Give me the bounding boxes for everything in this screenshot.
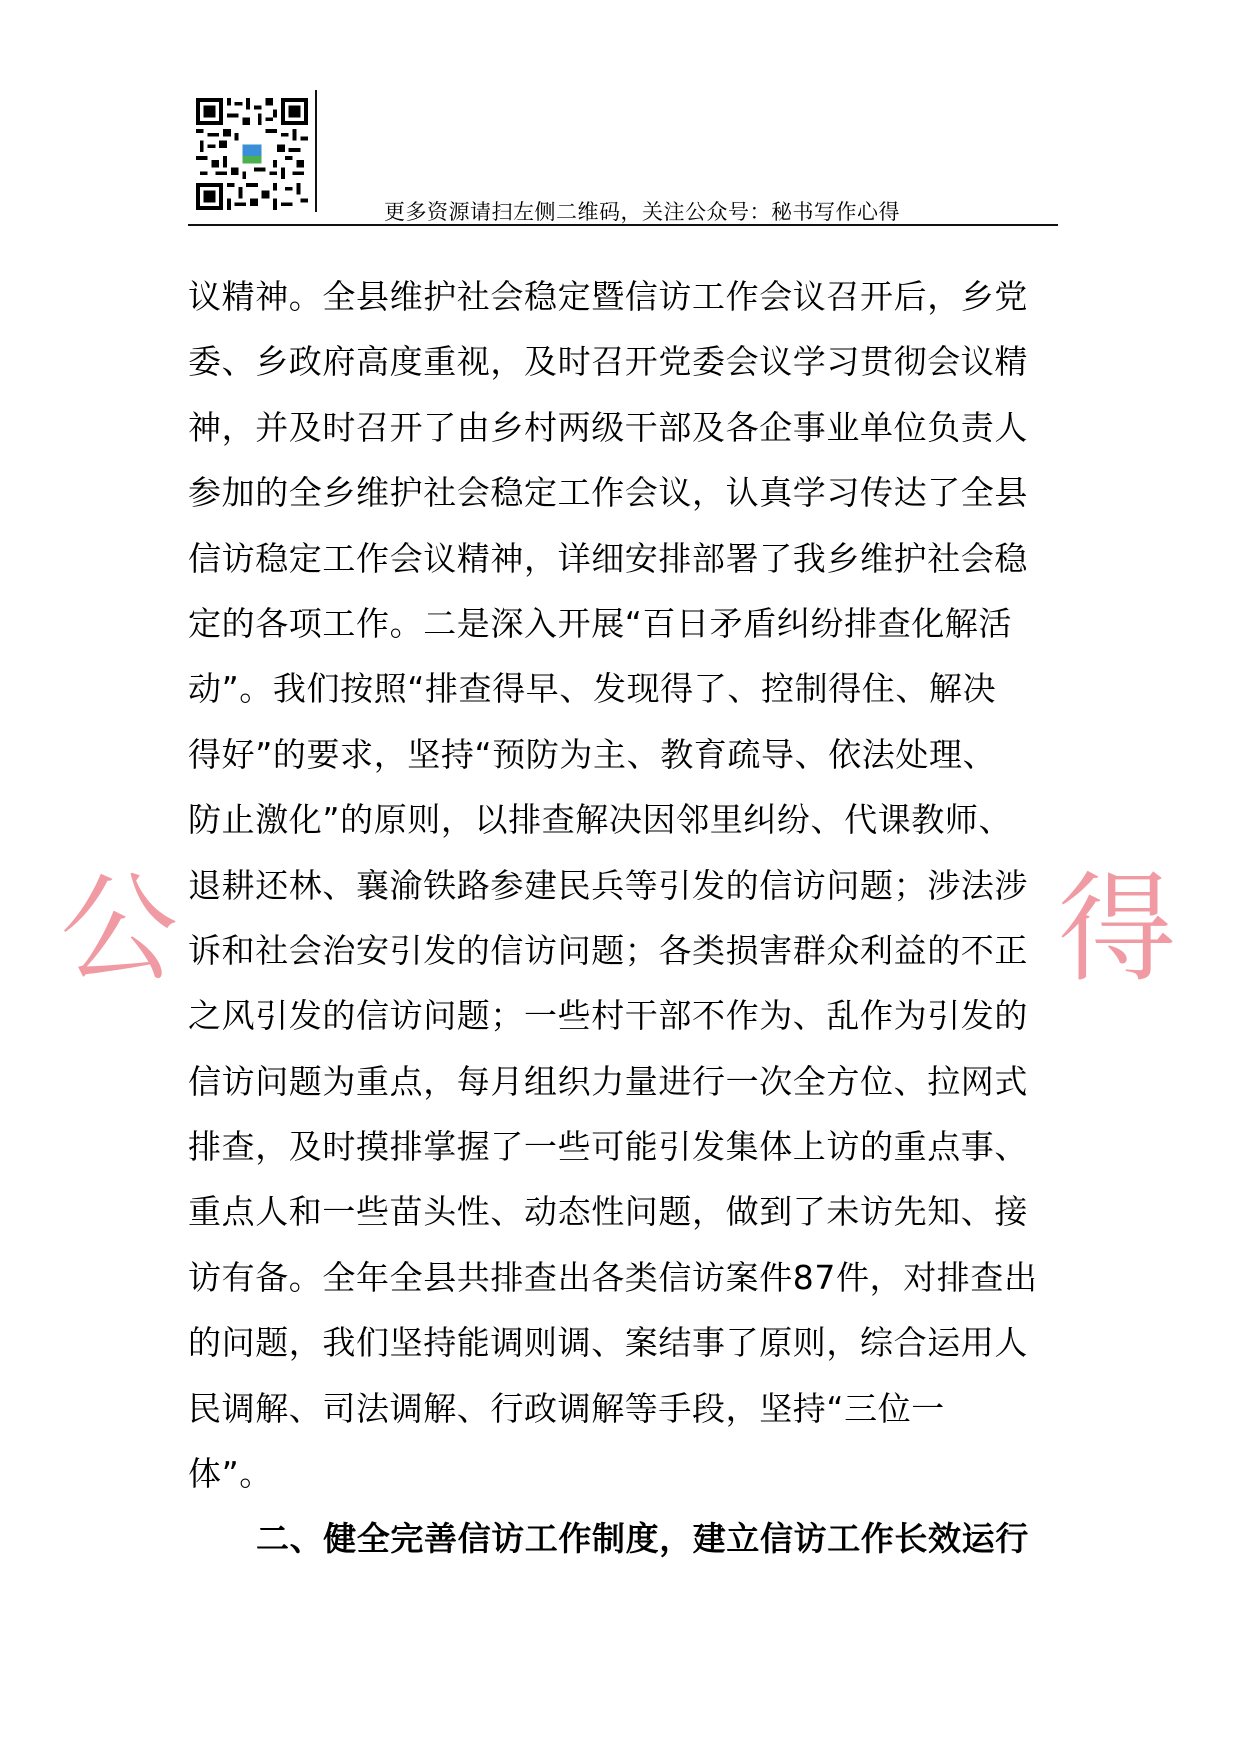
- paragraph-line: 信访问题为重点，每月组织力量进行一次全方位、拉网式: [188, 1061, 1028, 1101]
- paragraph-line: 民调解、司法调解、行政调解等手段，坚持“三位一: [188, 1388, 945, 1428]
- paragraph-line: 排查，及时摸排掌握了一些可能引发集体上访的重点事、: [188, 1127, 1028, 1167]
- page-header: [188, 88, 1058, 226]
- paragraph-line: 访有备。全年全县共排查出各类信访案件87件，对排查出: [188, 1257, 1038, 1297]
- paragraph-line: 动”。我们按照“排查得早、发现得了、控制得住、解决: [188, 669, 997, 709]
- header-rule: [188, 224, 1058, 226]
- header-vertical-divider: [315, 90, 317, 212]
- document-body: [188, 264, 1058, 1572]
- watermark-left: 公: [60, 860, 179, 998]
- paragraph-line: 信访稳定工作会议精神，详细安排部署了我乡维护社会稳: [188, 538, 1028, 578]
- paragraph-line: 诉和社会治安引发的信访问题；各类损害群众利益的不正: [188, 930, 1028, 970]
- header-note: 更多资源请扫左侧二维码，关注公众号：秘书写作心得: [384, 200, 900, 224]
- watermark-right: 得: [1058, 860, 1177, 998]
- paragraph-line: 议精神。全县维护社会稳定暨信访工作会议召开后，乡党: [188, 277, 1028, 316]
- paragraph-line: 定的各项工作。二是深入开展“百日矛盾纠纷排查化解活: [188, 603, 1013, 643]
- paragraph-line: 体”。: [188, 1454, 273, 1494]
- paragraph-line: 参加的全乡维护社会稳定工作会议，认真学习传达了全县: [188, 473, 1028, 513]
- paragraph-line: 的问题，我们坚持能调则调、案结事了原则，综合运用人: [188, 1323, 1028, 1363]
- paragraph-line: 得好”的要求，坚持“预防为主、教育疏导、依法处理、: [188, 734, 997, 774]
- paragraph-line: 委、乡政府高度重视，及时召开党委会议学习贯彻会议精: [188, 342, 1028, 382]
- paragraph-line: 退耕还林、襄渝铁路参建民兵等引发的信访问题；涉法涉: [188, 865, 1028, 905]
- qr-code-icon: [196, 98, 308, 210]
- paragraph-line: 神，并及时召开了由乡村两级干部及各企事业单位负责人: [188, 407, 1028, 447]
- paragraph-line: 之风引发的信访问题；一些村干部不作为、乱作为引发的: [188, 996, 1028, 1036]
- section-heading: 二、健全完善信访工作制度，建立信访工作长效运行: [256, 1519, 1029, 1559]
- paragraph-line: 防止激化”的原则，以排查解决因邻里纠纷、代课教师、: [188, 800, 1013, 840]
- paragraph-line: 重点人和一些苗头性、动态性问题，做到了未访先知、接: [188, 1192, 1028, 1232]
